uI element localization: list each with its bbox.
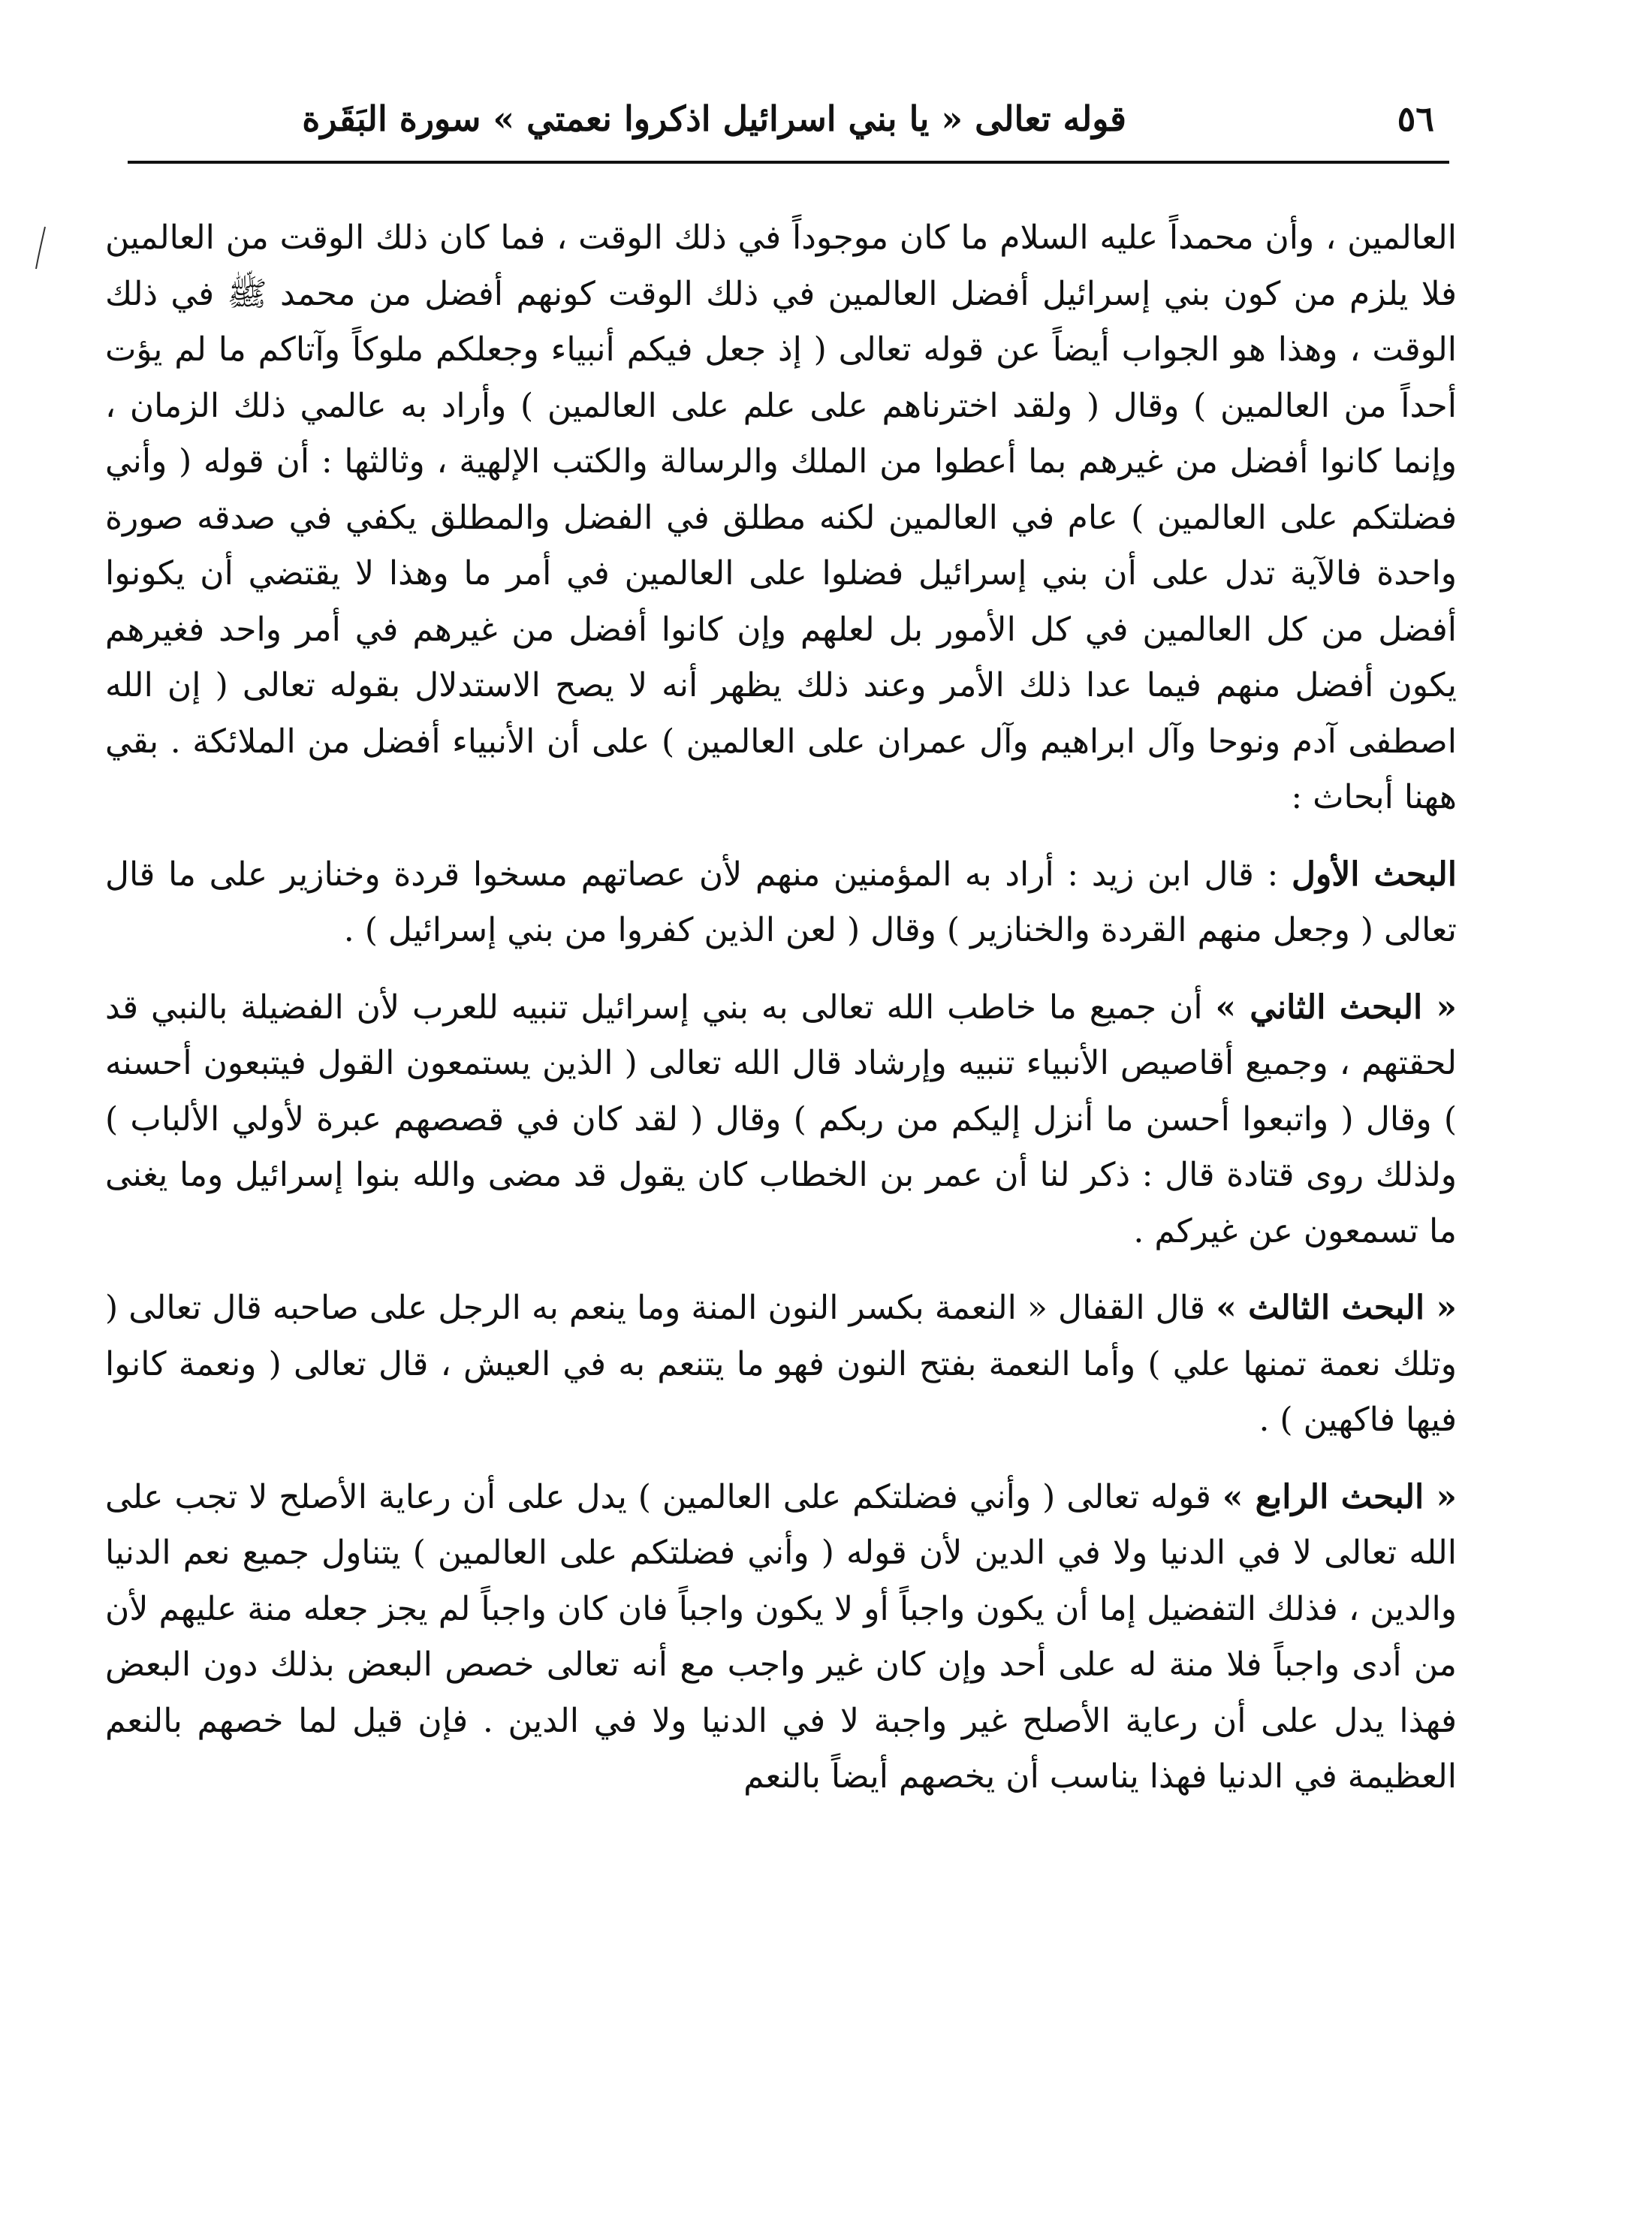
paragraph-first-topic bbox=[105, 847, 1457, 959]
paragraph-second-topic bbox=[105, 980, 1457, 1260]
paragraph-text: : قال ابن زيد : أراد به المؤمنين منهم لأن عصاتهم مسخوا قردة وخنازير على ما قال تعالى ( وجعل منهم القردة والخنازير ) وقال ( لعن الذين كفروا من بني إسرائيل ) . bbox=[105, 855, 1457, 949]
page-number: ٥٦ bbox=[1397, 98, 1434, 139]
header-divider bbox=[128, 161, 1449, 164]
section-title: البحث الأول bbox=[1292, 855, 1457, 894]
running-title: قوله تعالى « يا بني اسرائيل اذكروا نعمتي » سورة البَقَرة bbox=[302, 98, 1126, 139]
paragraph-text: العالمين ، وأن محمداً عليه السلام ما كان موجوداً في ذلك الوقت ، فما كان ذلك الوقت من العالمين فلا يلزم من كون بني إسرائيل أفضل العالمين في ذلك الوقت كونهم أفضل من محمد ﷺ في ذلك الوقت ، وهذا هو الجواب أيضاً عن قوله تعالى ( إذ جعل فيكم أنبياء وجعلكم ملوكاً وآتاكم ما لم يؤت أحداً من العالمين ) وقال ( ولقد اخترناهم على علم على العالمين ) وأراد به عالمي ذلك الزمان ، وإنما كانوا أفضل من غيرهم بما أعطوا من الملك والرسالة والكتب الإلهية ، وثالثها : أن قوله ( وأني فضلتكم على العالمين ) عام في العالمين لكنه مطلق في الفضل والمطلق يكفي في صدقه صورة واحدة فالآية تدل على أن بني إسرائيل فضلوا على العالمين في أمر ما وهذا لا يقتضي أن يكونوا أفضل من كل العالمين في كل الأمور بل لعلهم وإن كانوا أفضل من غيرهم في أمر واحد فغيرهم يكون أفضل منهم فيما عدا ذلك الأمر وعند ذلك يظهر أنه لا يصح الاستدلال بقوله تعالى ( إن الله اصطفى آدم ونوحا وآل ابراهيم وآل عمران على العالمين ) على أن الأنبياء أفضل من الملائكة . بقي ههنا أبحاث : bbox=[105, 219, 1458, 816]
body-text bbox=[105, 210, 1457, 1826]
margin-mark-icon bbox=[33, 225, 48, 270]
section-title: « البحث الرابع » bbox=[1222, 1477, 1457, 1516]
paragraph-text: قوله تعالى ( وأني فضلتكم على العالمين ) يدل على أن رعاية الأصلح لا تجب على الله تعالى لا في الدنيا ولا في الدين لأن قوله ( وأني فضلتكم على العالمين ) يتناول جميع نعم الدنيا والدين ، فذلك التفضيل إما أن يكون واجباً أو لا يكون واجباً فان كان واجباً لم يجز جعله منة عليهم لأن من أدى واجباً فلا منة له على أحد وإن كان غير واجب مع أنه تعالى خصص البعض بذلك دون البعض فهذا يدل على أن رعاية الأصلح غير واجبة لا في الدنيا ولا في الدين . فإن قيل لما خصهم بالنعم العظيمة في الدنيا فهذا يناسب أن يخصهم أيضاً بالنعم bbox=[105, 1477, 1457, 1796]
page-header bbox=[128, 89, 1449, 149]
paragraph-text: قال القفال « النعمة بكسر النون المنة وما ينعم به الرجل على صاحبه قال تعالى ( وتلك نعمة تمنها علي ) وأما النعمة بفتح النون فهو ما يتنعم به في العيش ، قال تعالى ( ونعمة كانوا فيها فاكهين ) . bbox=[105, 1289, 1457, 1439]
paragraph-intro bbox=[105, 210, 1457, 826]
section-title: « البحث الثاني » bbox=[1215, 988, 1457, 1027]
section-title: « البحث الثالث » bbox=[1216, 1289, 1457, 1327]
paragraph-fourth-topic bbox=[105, 1470, 1457, 1805]
paragraph-text: أن جميع ما خاطب الله تعالى به بني إسرائيل تنبيه للعرب لأن الفضيلة بالنبي قد لحقتهم ، وجميع أقاصيص الأنبياء تنبيه وإرشاد قال الله تعالى ( الذين يستمعون القول فيتبعون أحسنه ) وقال ( واتبعوا أحسن ما أنزل إليكم من ربكم ) وقال ( لقد كان في قصصهم عبرة لأولي الألباب ) ولذلك روى قتادة قال : ذكر لنا أن عمر بن الخطاب كان يقول قد مضى والله بنوا إسرائيل وما يغنى ما تسمعون عن غيركم . bbox=[105, 988, 1457, 1250]
paragraph-third-topic bbox=[105, 1280, 1457, 1449]
